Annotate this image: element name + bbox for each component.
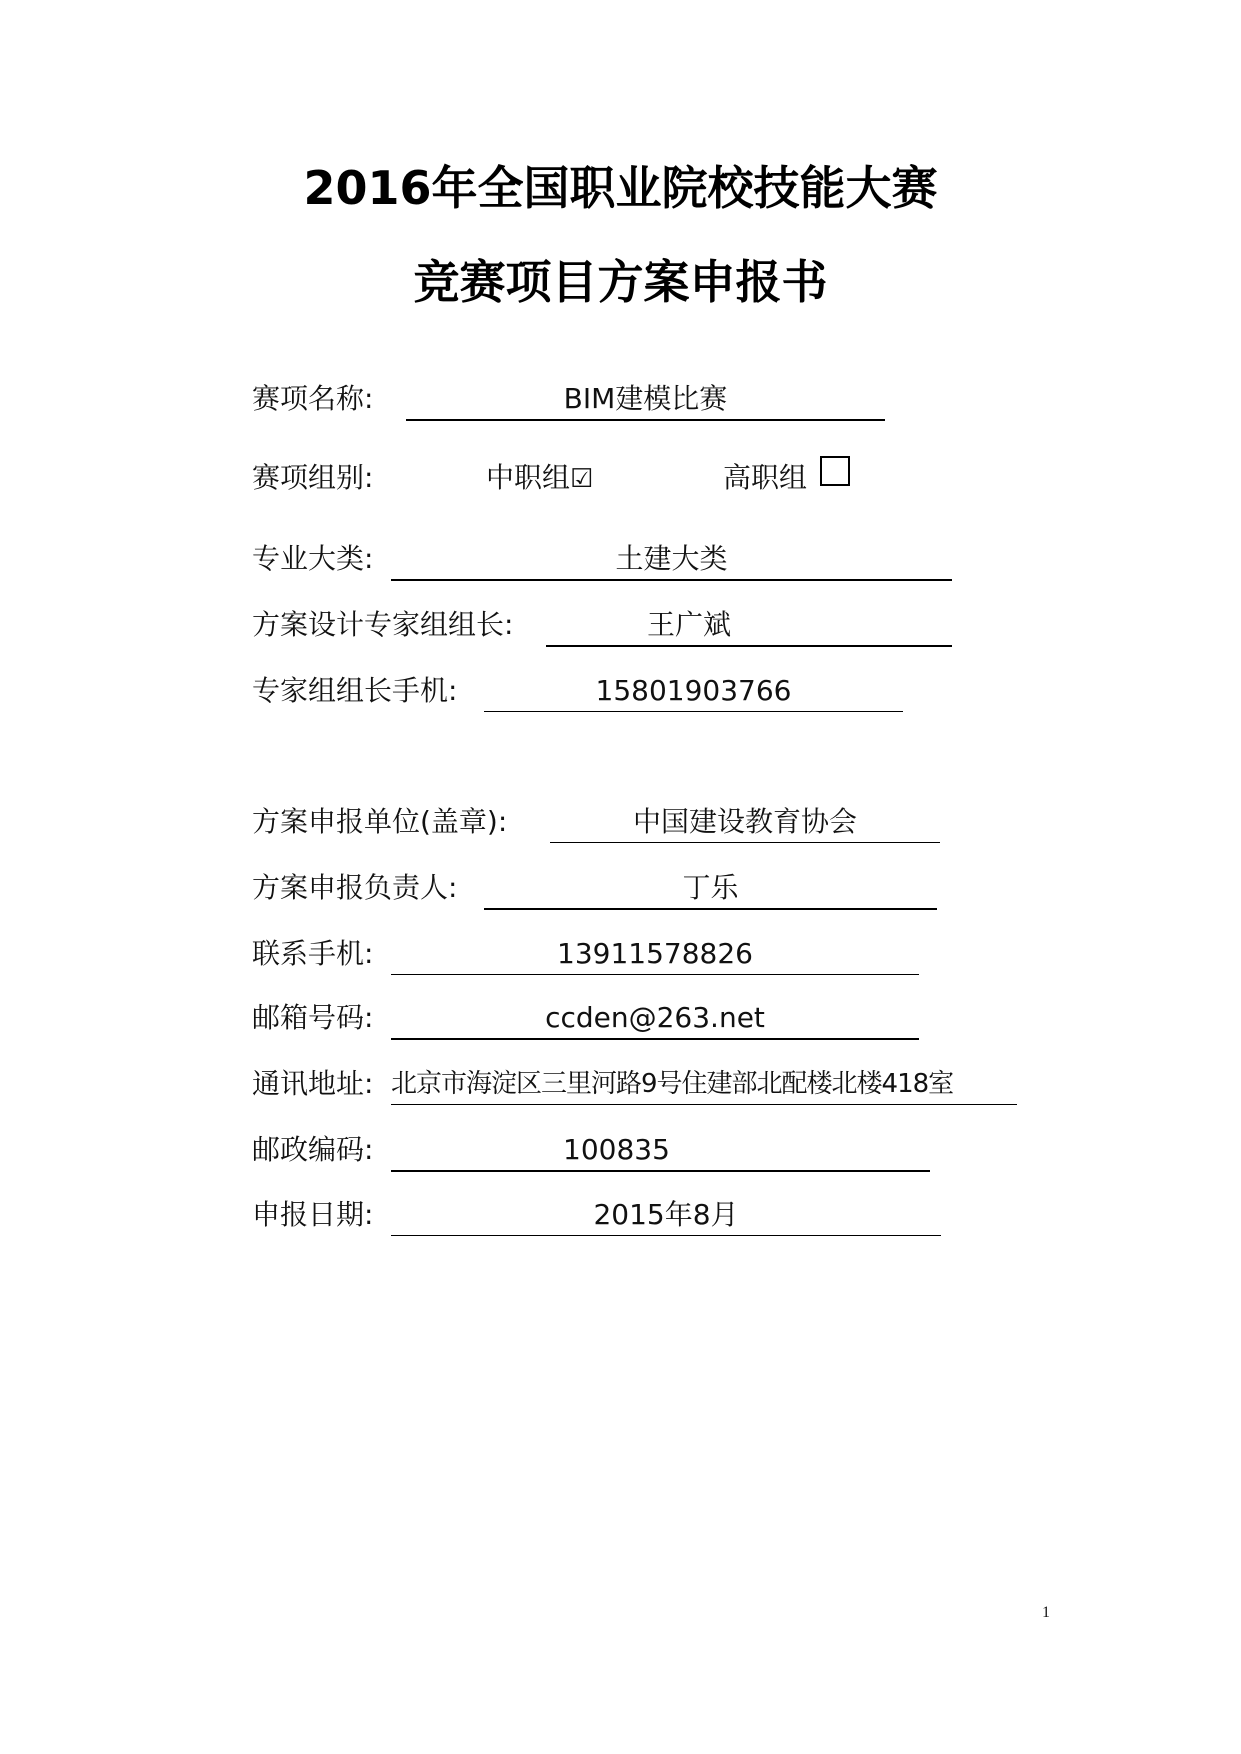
major-category-field <box>391 539 952 581</box>
option-secondary-label: 中职组 <box>486 461 571 494</box>
email-field <box>391 998 919 1040</box>
apply-date-label: 申报日期: <box>252 1198 374 1231</box>
major-category-label: 专业大类: <box>252 542 374 575</box>
expert-phone-field <box>484 671 903 712</box>
address-label: 通讯地址: <box>252 1067 374 1100</box>
expert-phone-value: 15801903766 <box>595 674 792 707</box>
applicant-unit-field <box>550 802 940 843</box>
expert-leader-label: 方案设计专家组组长: <box>252 608 514 641</box>
contact-phone-field <box>391 934 919 975</box>
event-name-field <box>406 379 885 421</box>
email-value: ccden@263.net <box>545 1001 765 1034</box>
postal-code-field <box>391 1130 930 1172</box>
applicant-unit-value: 中国建设教育协会 <box>632 805 857 838</box>
applicant-person-label: 方案申报负责人: <box>252 871 458 904</box>
address-value: 北京市海淀区三里河路9号住建部北配楼北楼418室 <box>391 1069 954 1099</box>
contact-phone-value: 13911578826 <box>557 937 753 970</box>
document-title-line2: 竞赛项目方案申报书 <box>413 255 828 309</box>
applicant-person-value: 丁乐 <box>682 871 739 904</box>
checked-box-icon: ☑ <box>570 464 594 494</box>
contact-phone-label: 联系手机: <box>252 937 374 970</box>
event-group-label: 赛项组别: <box>252 461 374 494</box>
event-name-value: BIM建模比赛 <box>563 382 728 415</box>
email-label: 邮箱号码: <box>252 1001 374 1034</box>
expert-phone-label: 专家组组长手机: <box>252 674 458 707</box>
option-secondary-vocational <box>486 458 593 499</box>
option-higher-label: 高职组 <box>723 461 808 494</box>
expert-leader-value: 王广斌 <box>646 608 731 641</box>
major-category-value: 土建大类 <box>615 542 728 575</box>
option-higher-vocational <box>723 458 807 498</box>
postal-code-value: 100835 <box>563 1133 670 1166</box>
address-field <box>391 1064 1017 1105</box>
applicant-unit-label: 方案申报单位(盖章): <box>252 805 508 838</box>
postal-code-label: 邮政编码: <box>252 1133 374 1166</box>
unchecked-box-icon <box>820 456 850 486</box>
event-name-label: 赛项名称: <box>252 382 374 415</box>
apply-date-field <box>391 1195 941 1236</box>
applicant-person-field <box>484 868 937 910</box>
page-number: 1 <box>1042 1604 1050 1621</box>
document-title-line1: 2016年全国职业院校技能大赛 <box>303 161 938 215</box>
expert-leader-field <box>546 605 952 647</box>
apply-date-value: 2015年8月 <box>593 1198 739 1231</box>
